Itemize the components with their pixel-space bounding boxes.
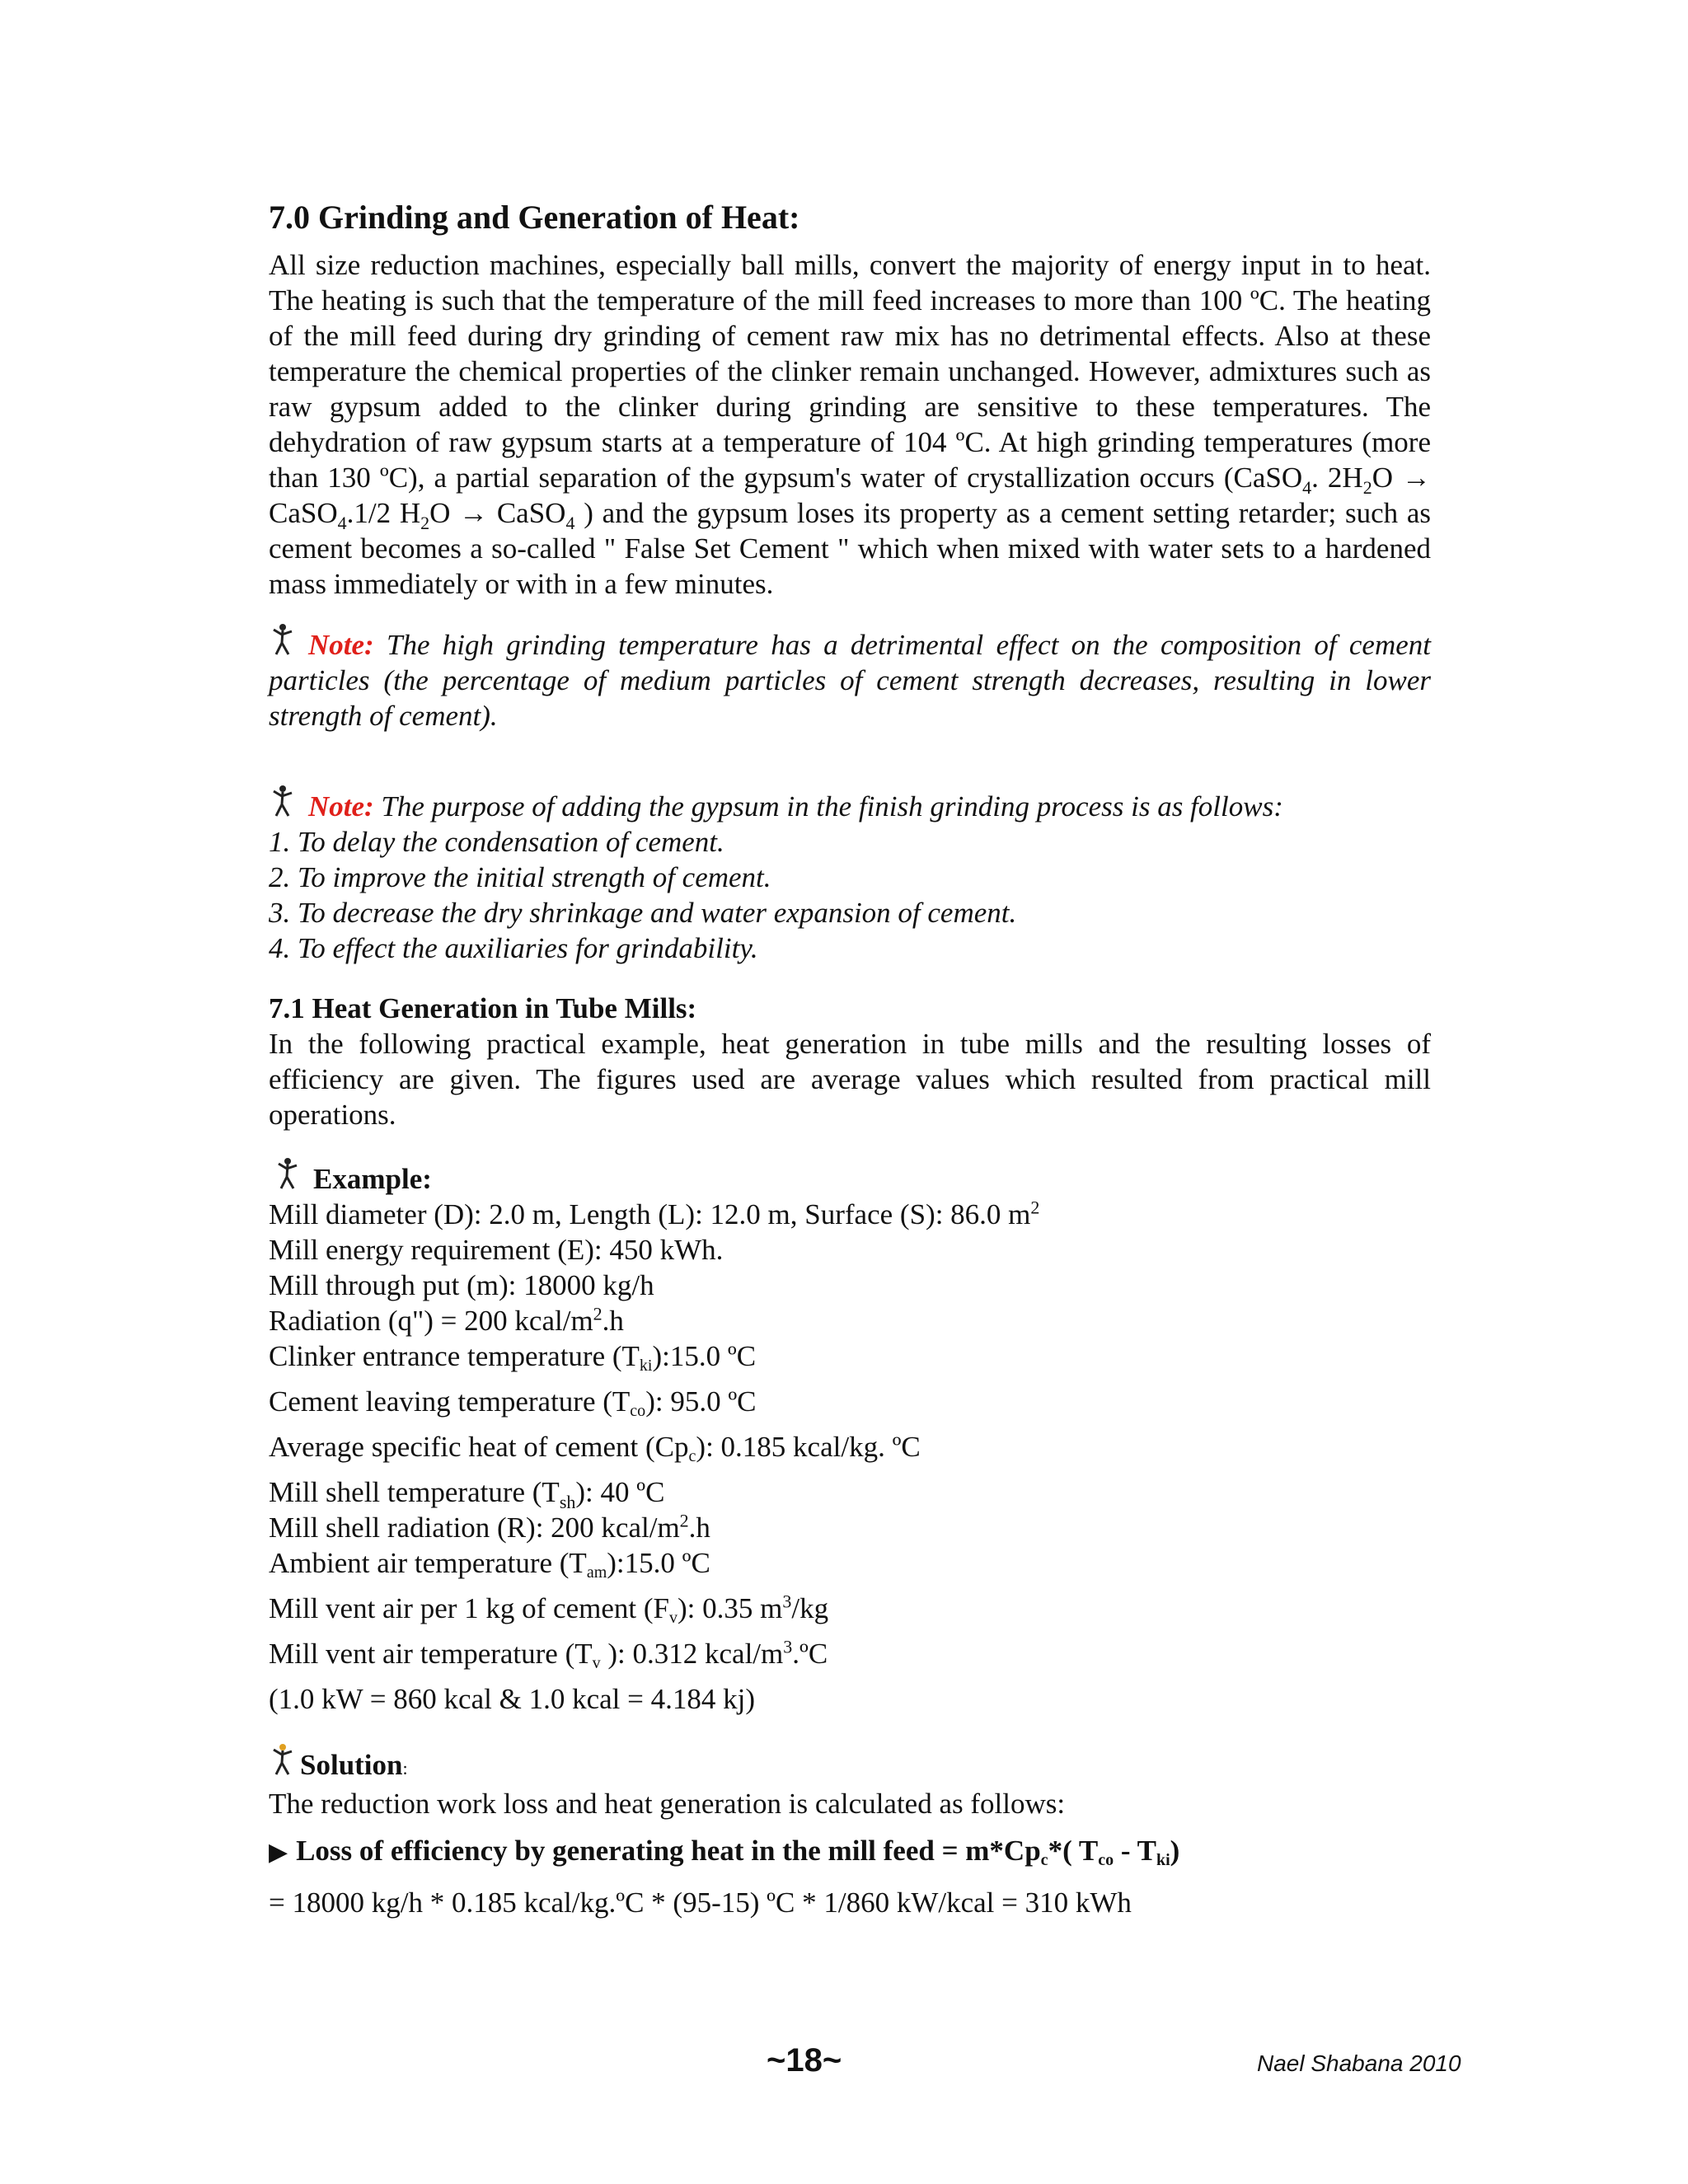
list-item: 1. To delay the condensation of cement. (269, 826, 724, 858)
list-item: 3. To decrease the dry shrinkage and water expansion of cement. (269, 897, 1017, 929)
example-line: Cement leaving temperature (Tco): 95.0 ºC (269, 1385, 757, 1420)
example-line: (1.0 kW = 860 kcal & 1.0 kcal = 4.184 kj) (269, 1683, 755, 1715)
bullet-triangle-icon: ▶ (269, 1839, 288, 1866)
example-line: Mill vent air temperature (Tv ): 0.312 kcal/$m^3.ºC$ (269, 1636, 828, 1672)
example-line: Radiation (q") = 200 kcal/$m^2.h$ (269, 1303, 624, 1337)
page-number: ~18~ (767, 2042, 842, 2079)
list-item: 4. To effect the auxiliaries for grindability. (269, 932, 758, 964)
example-line: Mill shell radiation (R): 200 kcal/$m^2.h$ (269, 1510, 710, 1544)
solution-result: = 18000 kg/h * 0.185 kcal/kg.ºC * (95-15) ºC * 1/860 kW/kcal = 310 kWh (269, 1886, 1132, 1919)
example-data (269, 1197, 1431, 1717)
subsection-title: 7.1 Heat Generation in Tube Mills: (269, 992, 697, 1024)
example-line: Mill vent air per 1 kg of cement (Fv): 0.35 $m^3/kg$ (269, 1591, 829, 1627)
solution-equation: ▶ Loss of efficiency by generating heat in the mill feed = m*Cpc*( Tco - Tki) (269, 1835, 1180, 1869)
author-credit: Nael Shabana 2010 (1257, 2050, 1461, 2076)
page-footer (0, 2042, 1688, 2083)
example-line: Clinker entrance temperature (Tki):15.0 ºC (269, 1340, 757, 1375)
example-line: Ambient air temperature (Tam):15.0 ºC (269, 1547, 710, 1582)
example-line: Average specific heat of cement (Cpc): 0.185 kcal/kg. ºC (269, 1431, 921, 1465)
note-high-temperature: Note: The high grinding temperature has a detrimental effect on the composition of cement particles (the percentage of medium particles of cement strength decreases, resulting in lower strength of cement). (269, 621, 1431, 733)
stick-figure-icon (269, 1741, 297, 1778)
stick-figure-icon (269, 783, 297, 819)
solution-heading: Solution: (269, 1741, 1431, 1786)
solution-intro: The reduction work loss and heat generation is calculated as follows: (269, 1788, 1066, 1820)
subsection-paragraph: In the following practical example, heat generation in tube mills and the resulting losses of efficiency are given. The figures used are average values which resulted from practical mill operations. (269, 1028, 1431, 1131)
example-line: Mill through put (m): 18000 kg/h (269, 1269, 654, 1301)
stick-figure-icon (274, 1155, 302, 1192)
example-line: Mill diameter (D): 2.0 m, Length (L): 12.0 m, Surface (S): 86.0 $m^2$ (269, 1197, 1040, 1230)
example-line: Mill energy requirement (E): 450 kWh. (269, 1234, 724, 1266)
gypsum-purpose-list (269, 824, 1431, 966)
list-item: 2. To improve the initial strength of cement. (269, 861, 771, 893)
document-page (269, 194, 1431, 1920)
stick-figure-icon (269, 621, 297, 658)
example-line: Mill shell temperature $(T_{sh})$: 40 ºC (269, 1476, 665, 1512)
note-gypsum-purpose: Note: The purpose of adding the gypsum in the finish grinding process is as follows: (269, 783, 1431, 824)
example-heading: Example: (269, 1155, 1431, 1197)
section-paragraph: All size reduction machines, especially ball mills, convert the majority of energy input in to heat. The heating is such that the temperature of the mill feed increases to more than 100 ºC. The heating of the mill feed during dry grinding of cement raw mix has no detrimental effects. Also at these temperature the chemical properties of the clinker remain unchanged. However, admixtures such as raw gypsum added to the clinker during grinding are sensitive to these temperatures. The dehydration of raw gypsum starts at a temperature of 104 ºC. At high grinding temperatures (more than 130 ºC), a partial separation of the gypsum's water of crystallization occurs (CaSO$_4$. $2H_2O$ → CaSO$_4$.1/2 $H_2O$ → CaSO$_4$ ) and the gypsum loses its property as a cement setting retarder; such as cement becomes a so-called " False Set Cement " which when mixed with water sets to a hardened mass immediately or with in a few minutes. (269, 249, 1432, 600)
section-title: 7.0 Grinding and Generation of Heat: (269, 199, 800, 236)
